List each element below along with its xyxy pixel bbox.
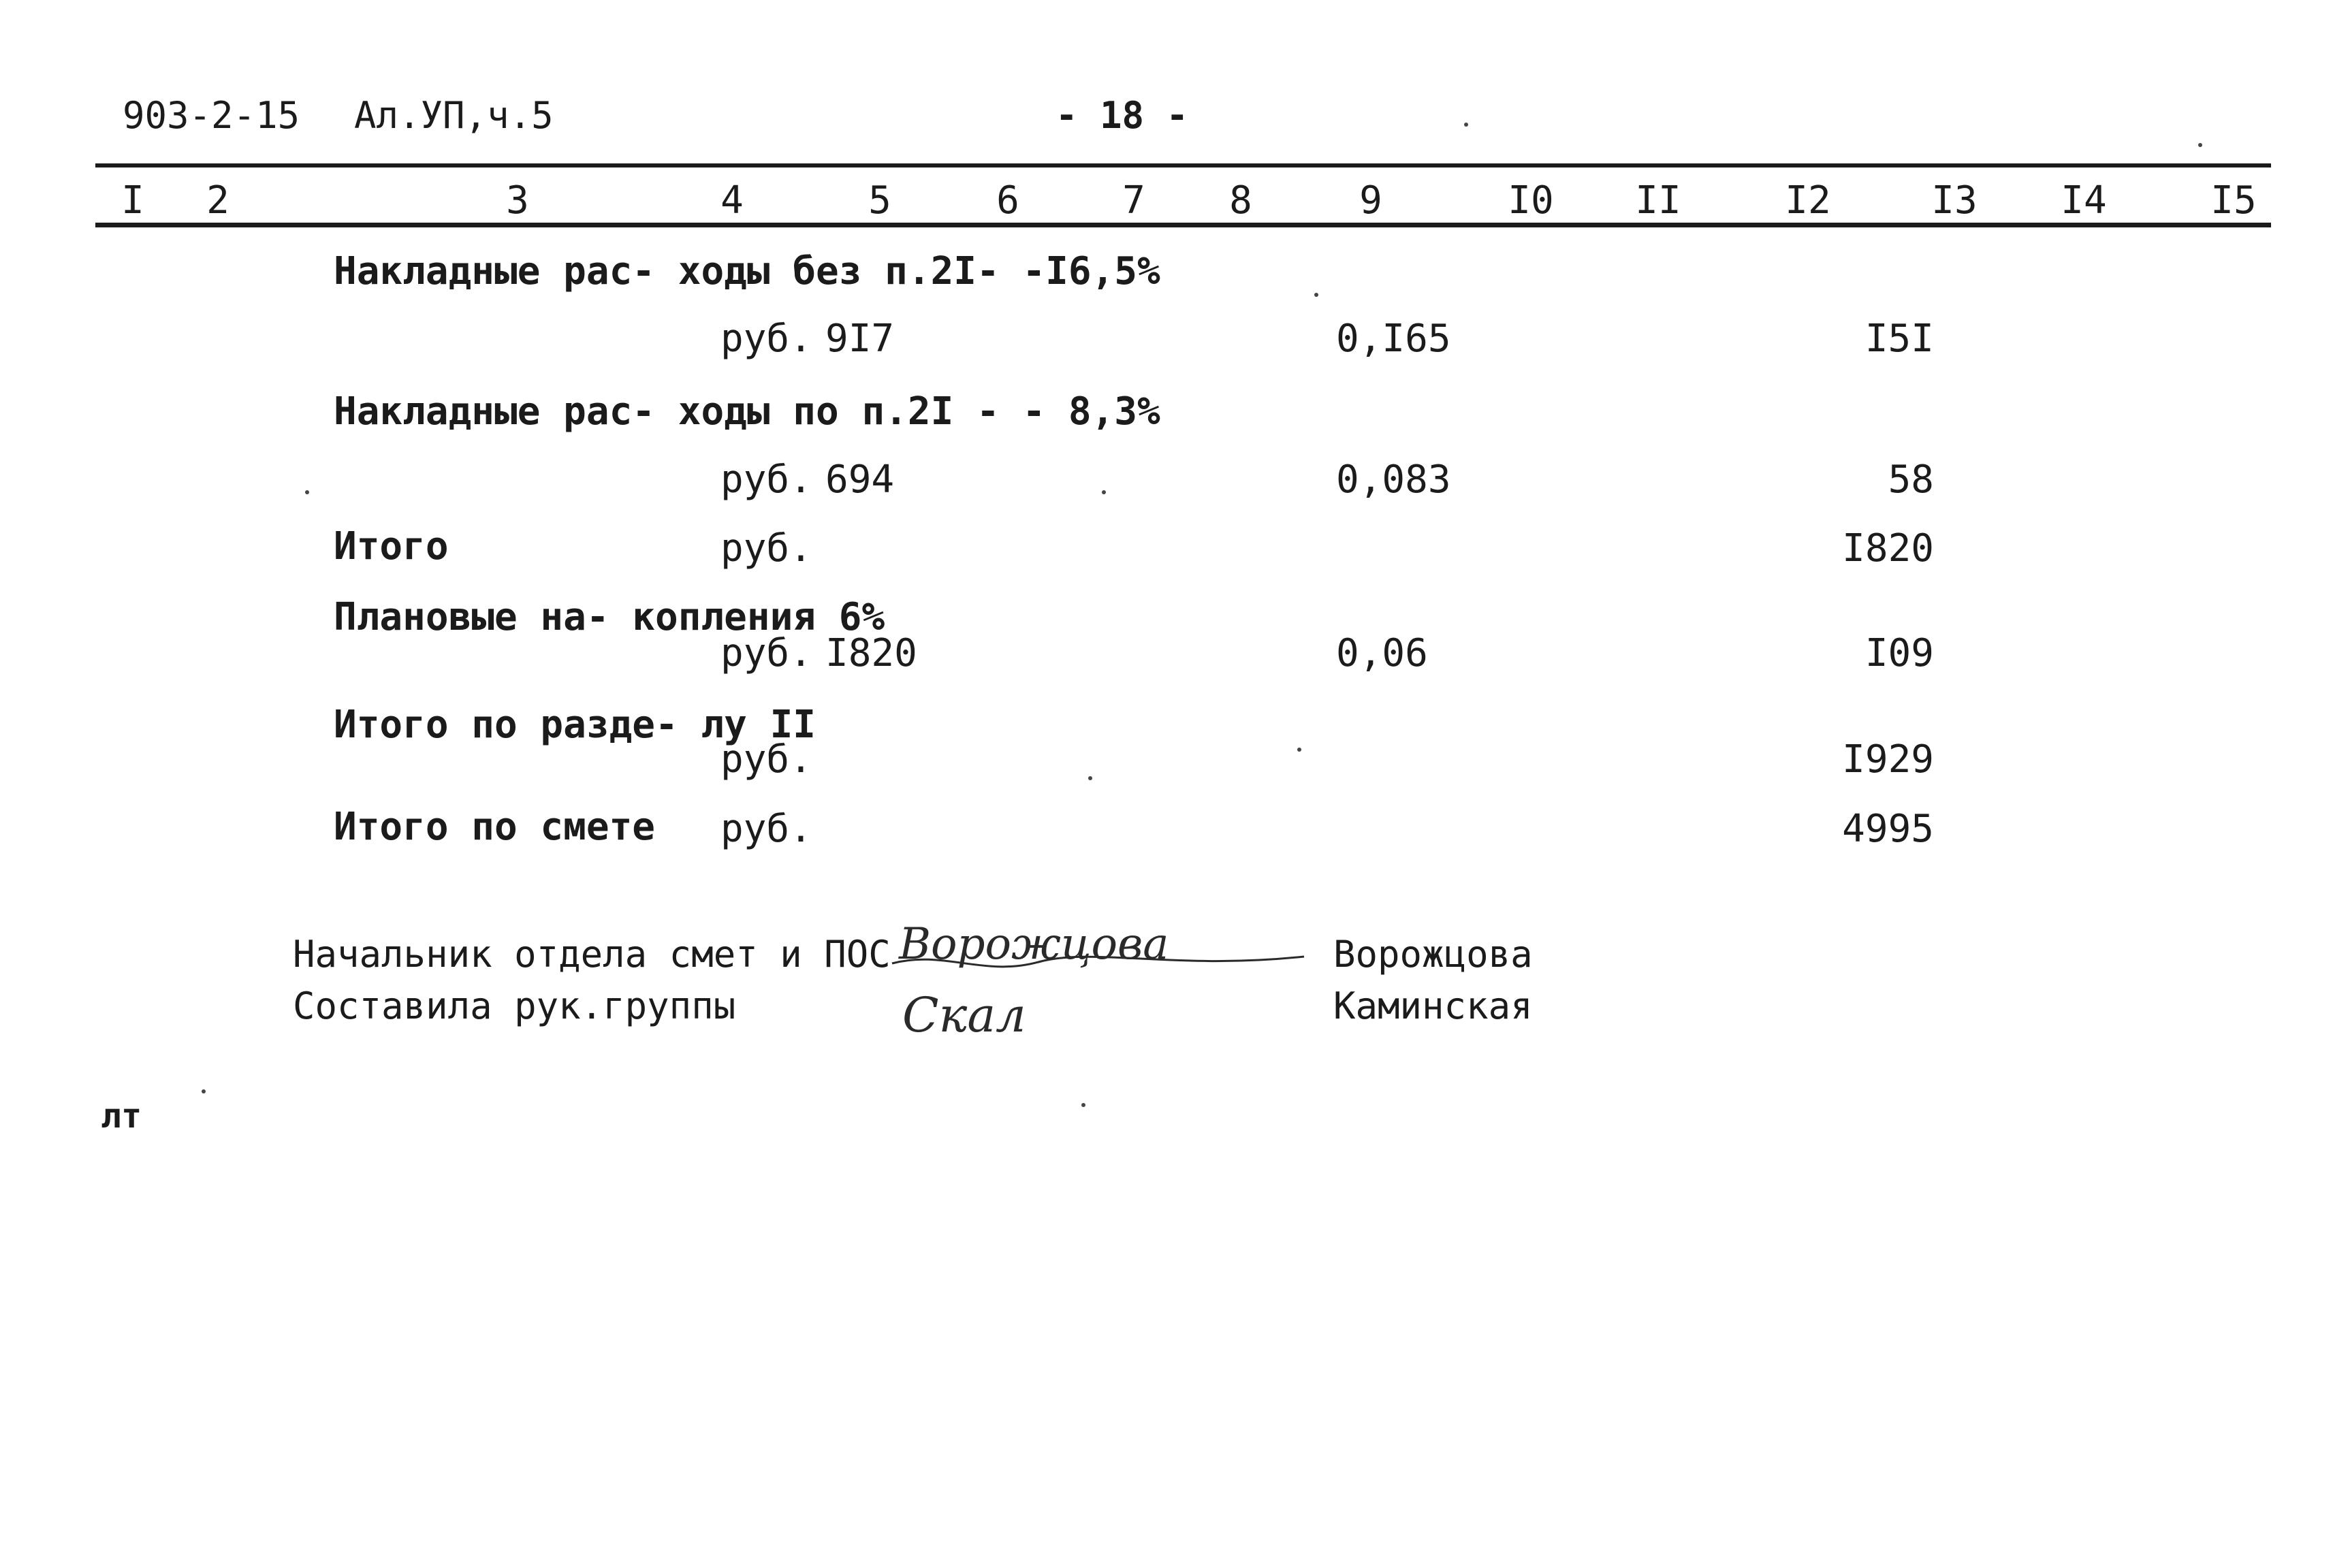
row-label: Итого по смете xyxy=(334,805,656,849)
unit-cell: руб. xyxy=(720,458,812,502)
col-num: 9 xyxy=(1359,178,1382,223)
col-num: 8 xyxy=(1229,178,1252,223)
handwritten-signature: Скал xyxy=(902,987,1026,1043)
scan-speck xyxy=(1102,490,1106,494)
col-num: I0 xyxy=(1508,178,1554,223)
row-label: Итого по разде- лу II xyxy=(334,703,816,747)
col-num: 4 xyxy=(720,178,744,223)
unit-cell: руб. xyxy=(720,526,812,571)
scan-speck xyxy=(1314,293,1318,297)
signatory-name: Каминская xyxy=(1333,985,1533,1027)
col-num: 2 xyxy=(206,178,229,223)
signatory-role: Составила рук.группы xyxy=(293,985,736,1027)
rate-cell: 0,06 xyxy=(1336,631,1428,675)
base-cell: 9I7 xyxy=(825,317,895,361)
col-num: 5 xyxy=(868,178,891,223)
total-cell: I929 xyxy=(1842,737,1934,782)
total-cell: I5I xyxy=(1864,317,1934,361)
unit-cell: руб. xyxy=(720,317,812,361)
scan-speck xyxy=(202,1089,206,1093)
unit-cell: руб. xyxy=(720,737,812,782)
col-num: 7 xyxy=(1122,178,1145,223)
total-cell: I820 xyxy=(1842,526,1934,571)
page-number: - 18 - xyxy=(1056,94,1189,137)
table-top-rule xyxy=(95,163,2271,167)
base-cell: I820 xyxy=(825,631,917,675)
scan-speck xyxy=(1081,1103,1085,1107)
unit-cell: руб. xyxy=(720,631,812,675)
base-cell: 694 xyxy=(825,458,895,502)
row-label: Плановые на- копления 6% xyxy=(334,595,885,639)
scan-speck xyxy=(1297,748,1301,752)
signatory-role: Начальник отдела смет и ПОС xyxy=(293,933,891,976)
scan-speck xyxy=(305,490,309,494)
col-num: II xyxy=(1635,178,1681,223)
handwritten-signature: Ворожцова xyxy=(899,919,1169,970)
row-label: Накладные рас- ходы по п.2I - - 8,3% xyxy=(334,389,1160,434)
row-label: Накладные рас- ходы без п.2I- -I6,5% xyxy=(334,249,1160,293)
footer-mark: лт xyxy=(101,1096,142,1136)
scan-speck xyxy=(1088,776,1092,780)
scan-speck xyxy=(1464,123,1468,127)
col-num: I2 xyxy=(1785,178,1831,223)
col-num: I5 xyxy=(2210,178,2257,223)
col-num: I3 xyxy=(1931,178,1978,223)
total-cell: I09 xyxy=(1864,631,1934,675)
signatory-name: Ворожцова xyxy=(1333,933,1533,976)
album-ref: Ал.УП,ч.5 xyxy=(354,94,554,137)
doc-code: 903-2-15 xyxy=(123,94,300,137)
unit-cell: руб. xyxy=(720,807,812,851)
total-cell: 4995 xyxy=(1842,807,1934,851)
col-num: 6 xyxy=(996,178,1019,223)
total-cell: 58 xyxy=(1888,458,1934,502)
rate-cell: 0,083 xyxy=(1336,458,1451,502)
scan-speck xyxy=(2198,143,2202,147)
rate-cell: 0,I65 xyxy=(1336,317,1451,361)
signature-stroke-icon xyxy=(889,943,1311,984)
row-label: Итого xyxy=(334,524,449,569)
table-header-rule xyxy=(95,223,2271,227)
col-num: I xyxy=(121,178,144,223)
col-num: 3 xyxy=(506,178,529,223)
col-num: I4 xyxy=(2061,178,2107,223)
